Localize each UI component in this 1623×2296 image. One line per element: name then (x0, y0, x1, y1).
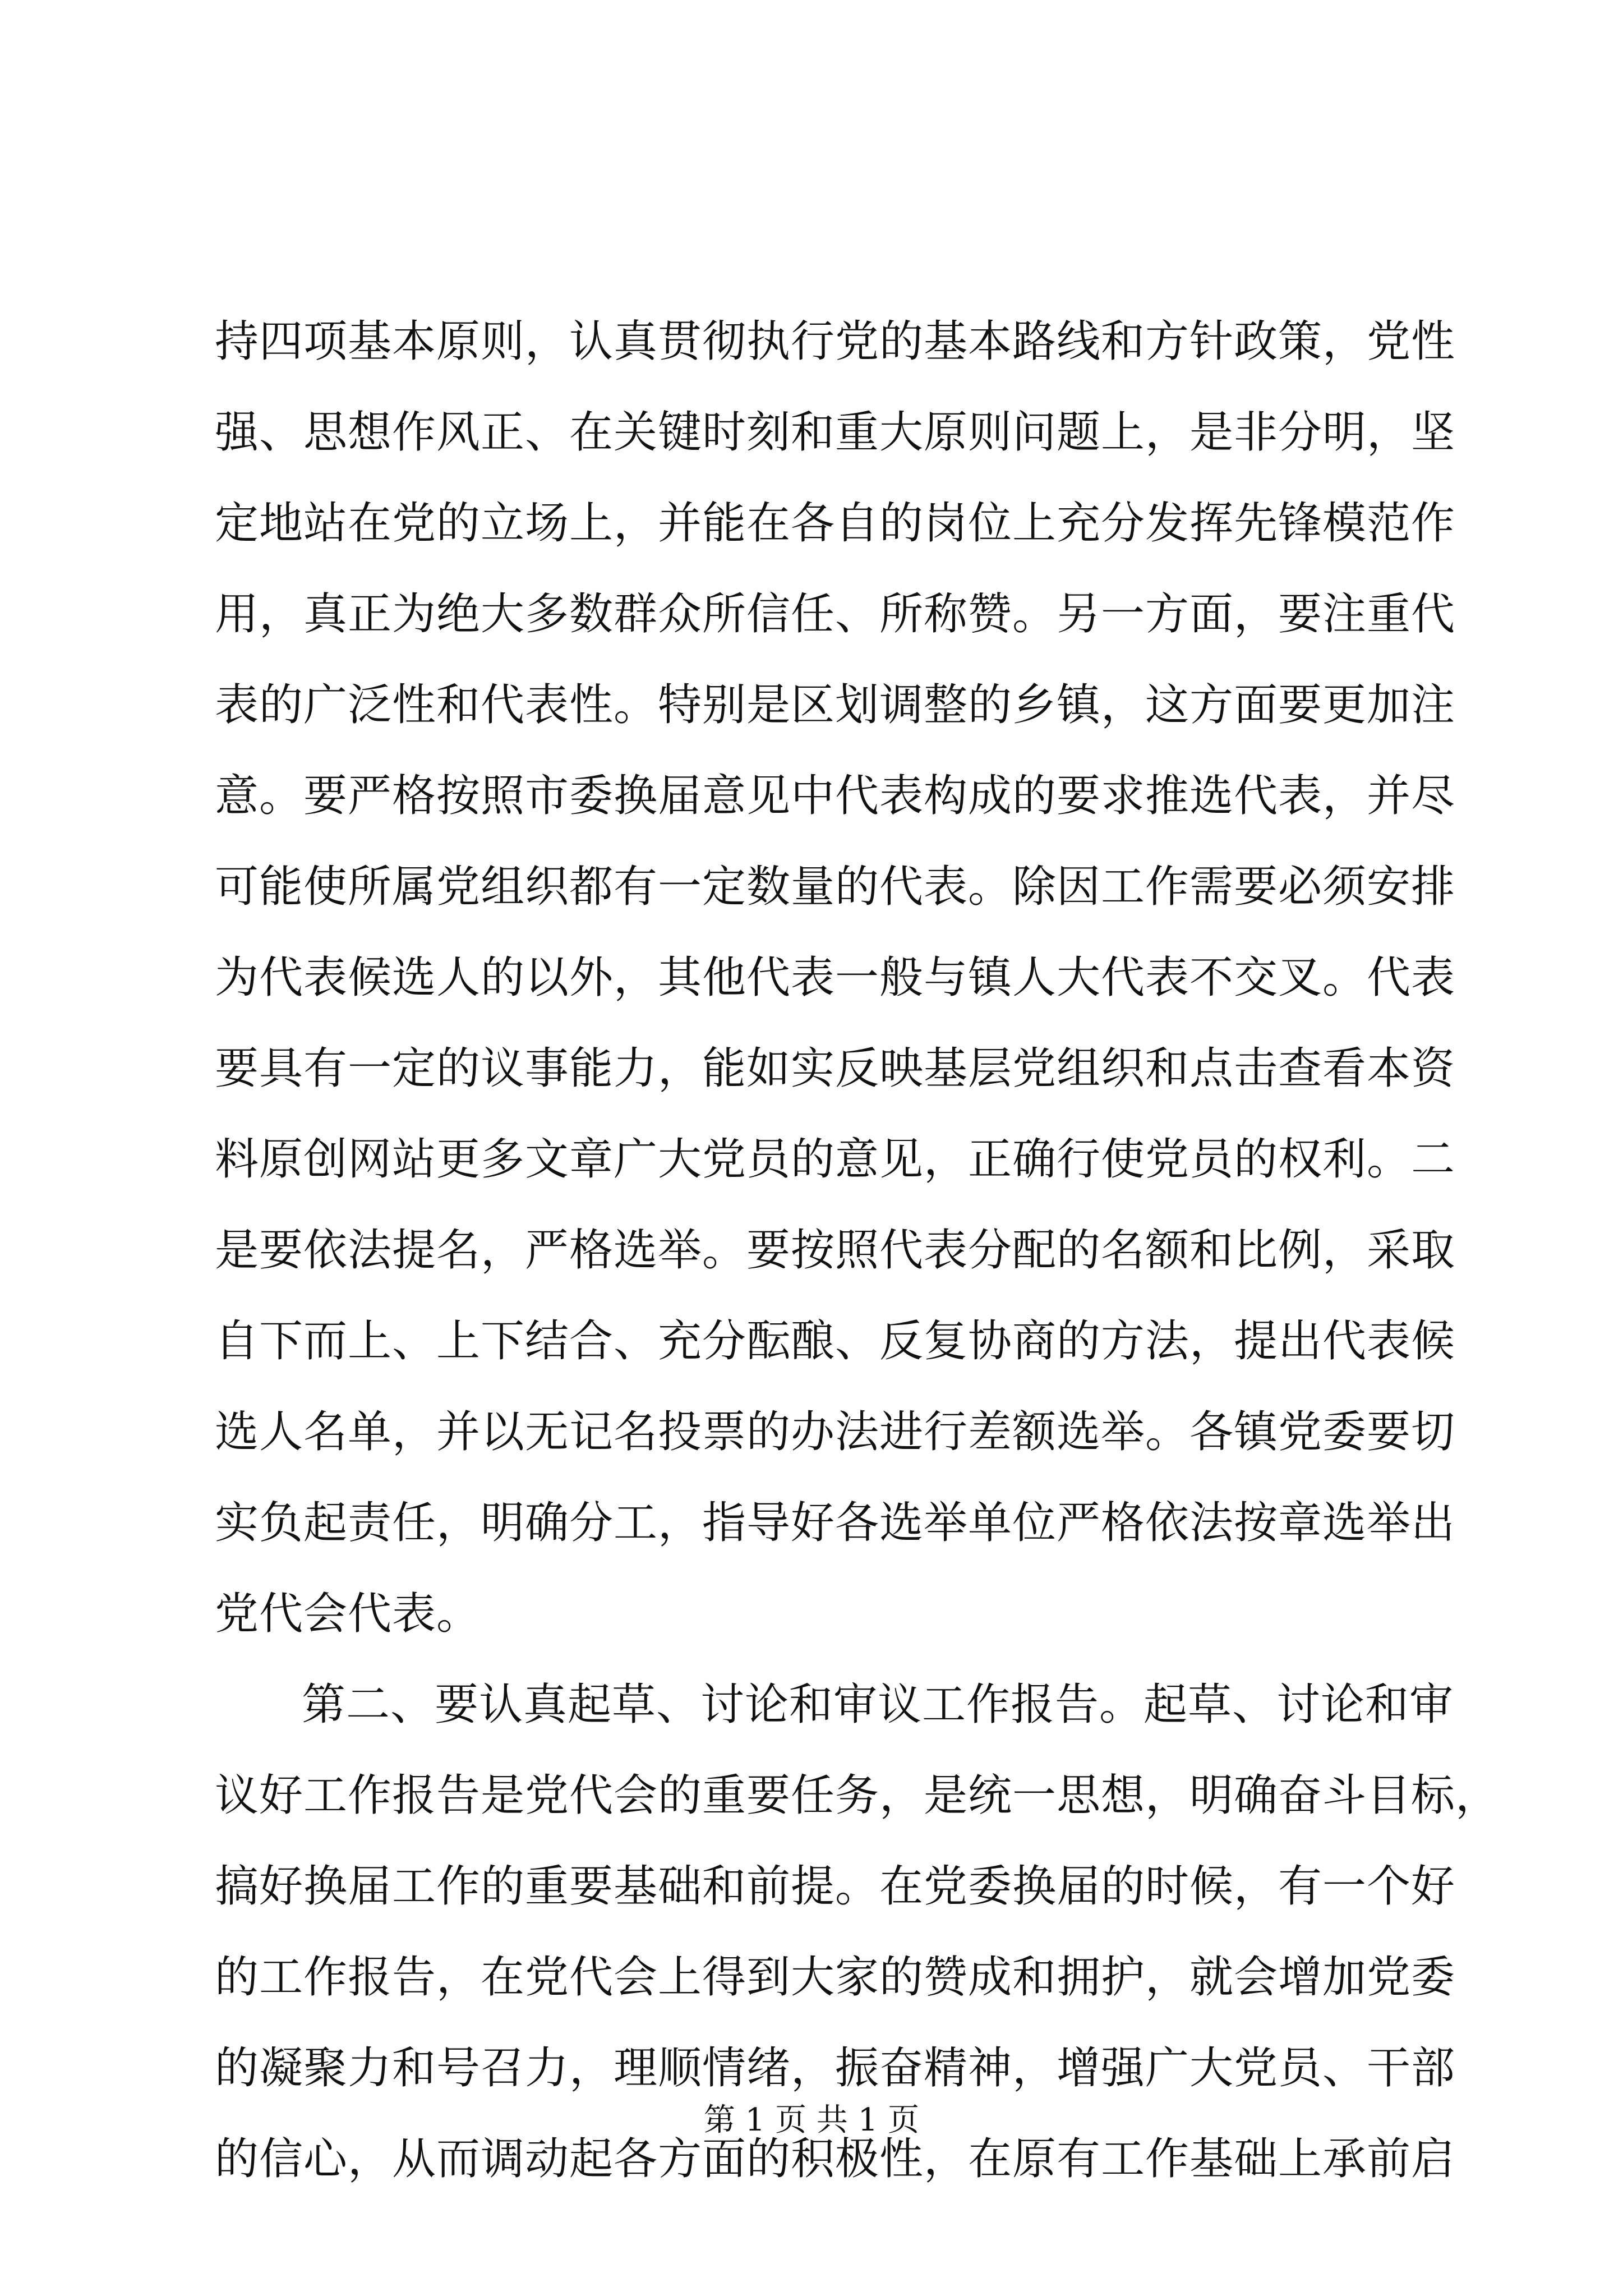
text-line: 料原创网站更多文章广大党员的意见，正确行使党员的权利。二 (215, 1134, 1456, 1185)
text-line: 表的广泛性和代表性。特别是区划调整的乡镇，这方面要更加注 (215, 680, 1456, 730)
text-line: 为代表候选人的以外，其他代表一般与镇人大代表不交叉。代表 (215, 953, 1456, 1003)
text-line: 实负起责任，明确分工，指导好各选举单位严格依法按章选举出 (215, 1498, 1456, 1548)
document-body (215, 296, 1500, 2205)
text-line: 持四项基本原则，认真贯彻执行党的基本路线和方针政策，党性 (215, 316, 1456, 367)
text-line: 要具有一定的议事能力，能如实反映基层党组织和点击查看本资 (215, 1043, 1456, 1094)
paragraph-start-line: 第二、要认真起草、讨论和审议工作报告。起草、讨论和审 (302, 1680, 1454, 1730)
text-line: 的信心，从而调动起各方面的积极性，在原有工作基础上承前启 (215, 2134, 1456, 2184)
text-line: 选人名单，并以无记名投票的办法进行差额选举。各镇党委要切 (215, 1407, 1456, 1457)
text-line: 的工作报告，在党代会上得到大家的赞成和拥护，就会增加党委 (215, 1952, 1456, 2003)
text-line: 意。要严格按照市委换届意见中代表构成的要求推选代表，并尽 (215, 771, 1456, 821)
paragraph-end-line: 党代会代表。 (215, 1589, 481, 1639)
text-line: 自下而上、上下结合、充分酝酿、反复协商的方法，提出代表候 (215, 1316, 1456, 1366)
text-line: 是要依法提名，严格选举。要按照代表分配的名额和比例，采取 (215, 1225, 1456, 1276)
text-line: 用，真正为绝大多数群众所信任、所称赞。另一方面，要注重代 (215, 589, 1456, 639)
text-line: 议好工作报告是党代会的重要任务，是统一思想，明确奋斗目标， (215, 1770, 1500, 1821)
page-number-footer: 第 1 页 共 1 页 (703, 2102, 920, 2138)
text-line: 的凝聚力和号召力，理顺情绪，振奋精神，增强广大党员、干部 (215, 2043, 1456, 2093)
text-line: 搞好换届工作的重要基础和前提。在党委换届的时候，有一个好 (215, 1861, 1456, 1912)
text-line: 可能使所属党组织都有一定数量的代表。除因工作需要必须安排 (215, 862, 1456, 912)
text-line: 定地站在党的立场上，并能在各自的岗位上充分发挥先锋模范作 (215, 498, 1456, 549)
text-line: 强、思想作风正、在关键时刻和重大原则问题上，是非分明，坚 (215, 407, 1456, 458)
